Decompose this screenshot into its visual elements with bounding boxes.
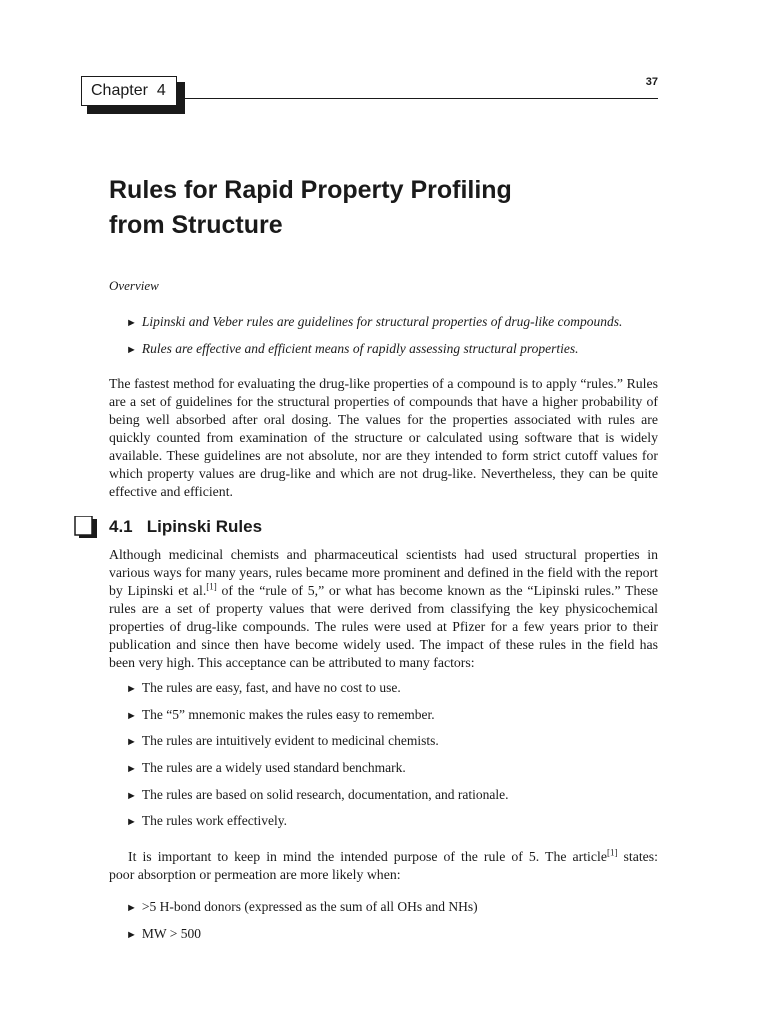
list-item: [126, 759, 509, 786]
list-item: [126, 706, 509, 733]
chapter-label: Chapter 4: [81, 76, 177, 106]
chapter-title-line1: Rules for Rapid Property Profiling: [109, 176, 512, 204]
list-item-text: The rules are easy, fast, and have no cost to use.: [141, 680, 401, 695]
bullet-arrow-icon: ►: [126, 902, 137, 914]
chapter-title: [109, 173, 669, 243]
list-item-text: The rules are intuitively evident to medicinal chemists.: [141, 733, 439, 749]
list-item-text: MW > 500: [141, 925, 202, 941]
list-item: [126, 340, 622, 367]
bullet-arrow-icon: ►: [126, 763, 137, 776]
bullet-arrow-icon: ►: [126, 683, 137, 695]
bullet-arrow-icon: ►: [126, 736, 137, 749]
bullet-arrow-icon: ►: [126, 709, 137, 722]
header-rule: [177, 98, 658, 99]
overview-label: Overview: [109, 278, 159, 293]
purpose-paragraph: [109, 848, 658, 884]
list-item: [126, 732, 509, 759]
list-item-text: The rules are a widely used standard benchmark.: [141, 760, 406, 776]
paragraph-text: states:: [617, 849, 659, 864]
list-item-text: The rules work effectively.: [141, 813, 287, 829]
bullet-arrow-icon: ►: [126, 816, 137, 829]
section-marker-icon: [74, 516, 98, 538]
intro-paragraph: The fastest method for evaluating the drug-like properties of a compound is to apply “rules.” Rules are a set of guidelines for the structural properties of compounds that have a higher probability of being well absorbed after oral dosing. The values for the properties associated with rules are quickly counted from examination of the structure or calculated using software that is widely available. These guidelines are not absolute, nor are they intended to form strict cutoff values for which property values are drug-like and which are not drug-like. Nevertheless, they can be quite effective and efficient.: [109, 376, 658, 499]
chapter-title-line2: from Structure: [109, 211, 283, 239]
overview-list: [126, 313, 622, 367]
list-item-text: Lipinski and Veber rules are guidelines for structural properties of drug-like compounds.: [141, 314, 623, 329]
list-item: [126, 786, 509, 813]
paragraph-text: It is important to keep in mind the intended purpose of the rule of 5. The article: [128, 849, 607, 864]
section-heading: 4.1 Lipinski Rules: [109, 517, 263, 536]
criteria-list: [126, 898, 478, 951]
bullet-arrow-icon: ►: [126, 317, 137, 329]
bullet-arrow-icon: ►: [126, 344, 137, 356]
list-item: [126, 679, 509, 706]
list-item-text: The “5” mnemonic makes the rules easy to remember.: [141, 706, 435, 722]
factors-list: [126, 679, 509, 839]
page-number: 37: [645, 76, 658, 88]
citation-ref: [1]: [606, 847, 618, 858]
list-item-text: Rules are effective and efficient means of rapidly assessing structural properties.: [141, 341, 579, 356]
paragraph-text: poor absorption or permeation are more likely when:: [109, 867, 401, 882]
list-item: [126, 898, 478, 925]
paragraph-text: of the “rule of 5,” or what has become known as the “Lipinski rules.” These rules are a set of property values that were derived from classifying the key physicochemical properties of drug-like compounds. The rules were used at Pfizer for a few years prior to their publication and since then have become widely used. The impact of these rules in the field has been very high. This acceptance can be attributed to many factors:: [109, 583, 658, 670]
lipinski-paragraph: [109, 546, 658, 672]
bullet-arrow-icon: ►: [126, 928, 137, 941]
list-item: [126, 313, 622, 340]
purpose-line1: [109, 848, 658, 866]
bullet-arrow-icon: ►: [126, 789, 137, 802]
list-item: [126, 925, 478, 952]
citation-ref: [1]: [206, 581, 217, 592]
list-item-text: The rules are based on solid research, documentation, and rationale.: [141, 786, 509, 802]
list-item-text: >5 H-bond donors (expressed as the sum of all OHs and NHs): [141, 899, 478, 914]
paragraph-text: Although medicinal chemists and pharmaceutical scientists had used structural properties in various ways for many years, rules became more prominent and defined in the field with the report by Lipinski et al.: [109, 547, 658, 598]
list-item: [126, 812, 509, 839]
